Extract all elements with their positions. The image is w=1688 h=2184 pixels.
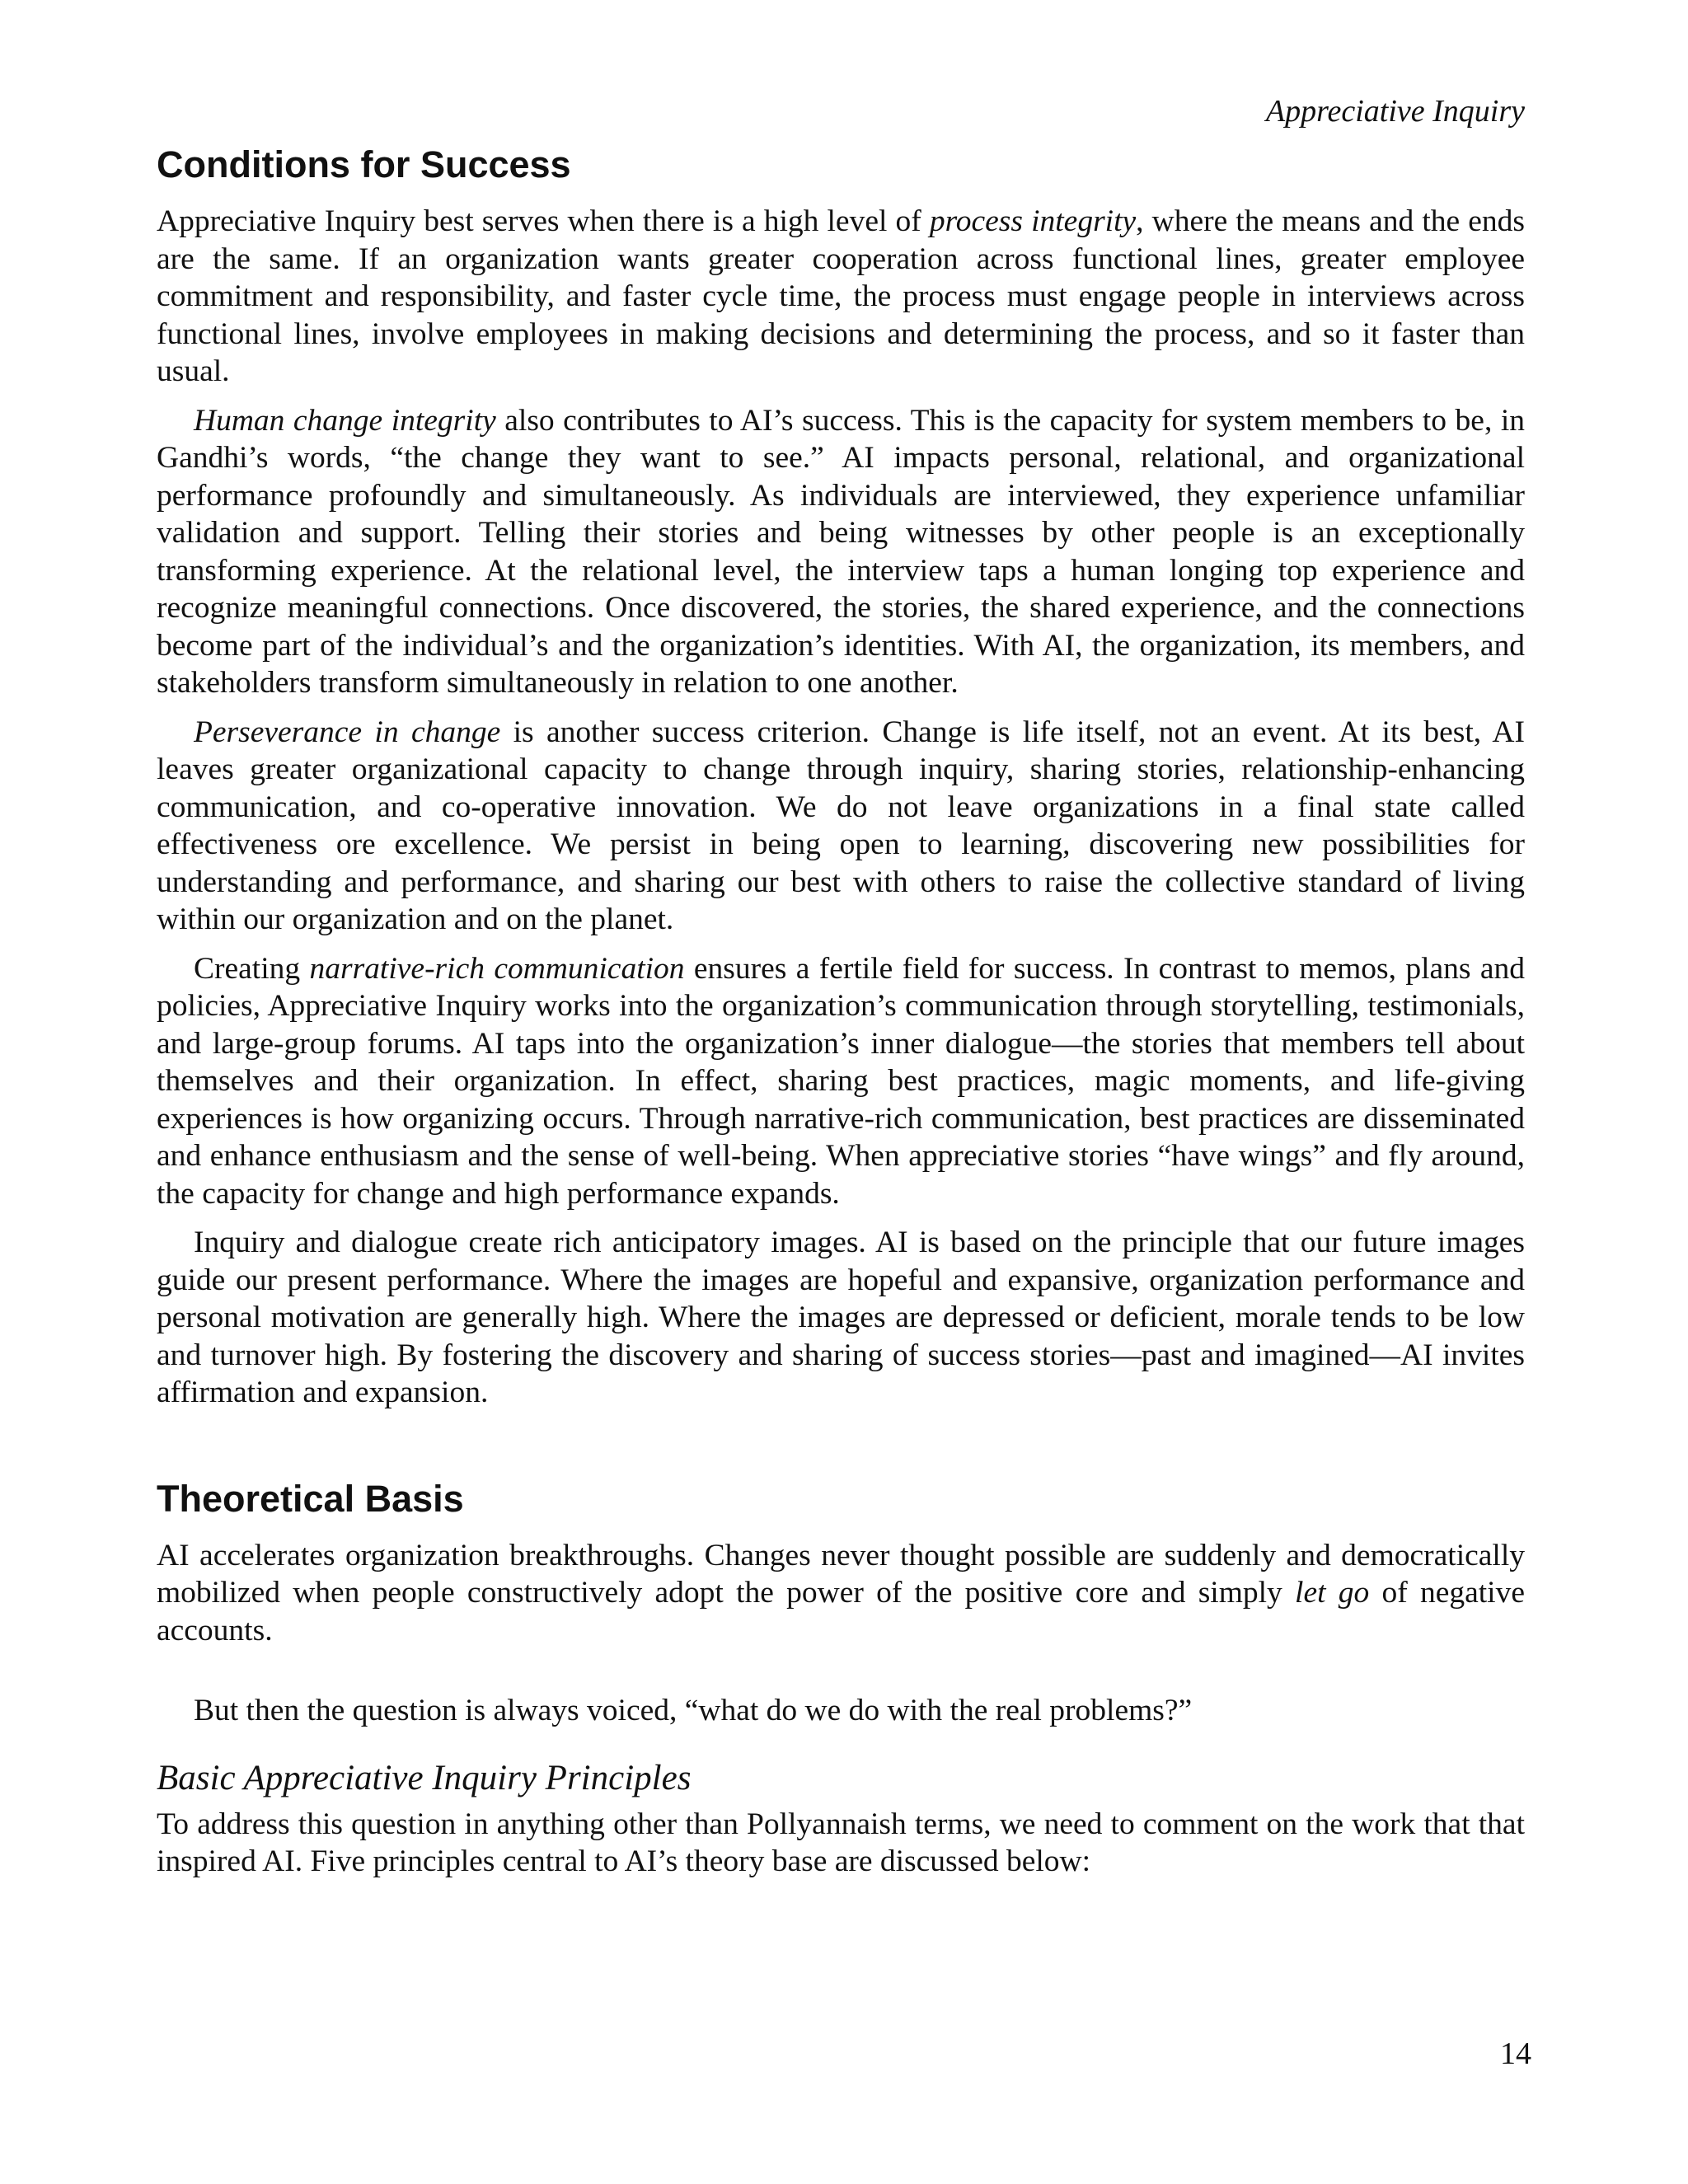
section-title-conditions: Conditions for Success <box>157 143 571 185</box>
paragraph-real-problems: But then the question is always voiced, “what do we do with the real problems?” <box>194 1694 1193 1727</box>
text-run: Creating <box>194 951 310 986</box>
paragraph-principles-intro: To address this question in anything other than Pollyannaish terms, we need to comment on the work that that inspired AI. Five principles central to AI’s theory base are discussed below: <box>157 1807 1525 1878</box>
paragraph-anticipatory-images: Inquiry and dialogue create rich anticipatory images. AI is based on the principle that our future images guide our present performance. Where the images are hopeful and expansive, organization performance and personal motivation are generally high. Where the images are depressed or deficient, morale tends to be low and turnover high. By fostering the discovery and sharing of success stories—past and imagined—AI invites affirmation and expansion. <box>157 1226 1525 1409</box>
emphasis-narrative-rich: narrative-rich communication <box>309 951 685 986</box>
section-spacer <box>157 1423 1525 1476</box>
document-page <box>157 91 1525 1892</box>
paragraph-process-integrity <box>157 203 1525 391</box>
paragraph-narrative-rich <box>157 950 1525 1213</box>
paragraph-spacer <box>157 1741 1525 1756</box>
paragraph-perseverance <box>157 714 1525 939</box>
emphasis-perseverance: Perseverance in change <box>194 715 501 749</box>
paragraph-breakthroughs <box>157 1537 1525 1650</box>
emphasis-human-change-integrity: Human change integrity <box>194 403 496 438</box>
text-run: of negative accounts. <box>157 1576 1525 1647</box>
text-run: also contributes to AI’s success. This is the capacity for system members to be, in Gandhi’s words, “the change they want to see.” AI impacts personal, relational, and organizational performance profoundly and simultaneously. As individuals are interviewed, they experience unfamiliar validation and support. Telling their stories and being witnesses by other people is an exceptionally transforming experience. At the relational level, the interview taps a human longing top experience and recognize meaningful connections. Once discovered, the stories, the shared experience, and the connections become part of the individual’s and the organization’s identities. With AI, the organization, its members, and stakeholders transform simultaneously in relation to one another. <box>157 403 1525 700</box>
paragraph-human-change-integrity <box>157 402 1525 702</box>
text-run: Appreciative Inquiry best serves when there is a high level of <box>157 204 930 238</box>
text-run: is another success criterion. Change is life itself, not an event. At its best, AI leaves greater organizational capacity to change through inquiry, sharing stories, relationship-enhancing communication, and co-operative innovation. We do not leave organizations in a final state called effectiveness ore excellence. We persist in being open to learning, discovering new possibilities for understanding and performance, and sharing our best with others to raise the collective standard of living within our organization and on the planet. <box>157 715 1525 936</box>
text-run: ensures a fertile field for success. In contrast to memos, plans and policies, Appreciative Inquiry works into the organization’s communication through storytelling, testimonials, and large-group forums. AI taps into the organization’s inner dialogue—the stories that members tell about themselves and their organization. In effect, sharing best practices, magic moments, and life-giving experiences is how organizing occurs. Through narrative-rich communication, best practices are disseminated and enhance enthusiasm and the sense of well-being. When appreciative stories “have wings” and fly around, the capacity for change and high performance expands. <box>157 951 1525 1211</box>
paragraph-spacer <box>157 1661 1525 1692</box>
emphasis-let-go: let go <box>1295 1576 1370 1610</box>
emphasis-process-integrity: process integrity <box>929 204 1137 238</box>
text-run: AI accelerates organization breakthroughs. Changes never thought possible are suddenly and democratically mobilized when people constructively adopt the power of the positive core and simply <box>157 1538 1525 1610</box>
section-title-theoretical: Theoretical Basis <box>157 1477 464 1520</box>
subsection-title-principles: Basic Appreciative Inquiry Principles <box>157 1758 692 1797</box>
page-number: 14 <box>1500 2036 1531 2071</box>
text-run: , where the means and the ends are the same. If an organization wants greater cooperation across functional lines, greater employee commitment and responsibility, and faster cycle time, the process must engage people in interviews across functional lines, involve employees in making decisions and determining the process, and so it faster than usual. <box>157 204 1525 388</box>
running-header: Appreciative Inquiry <box>1265 94 1525 129</box>
